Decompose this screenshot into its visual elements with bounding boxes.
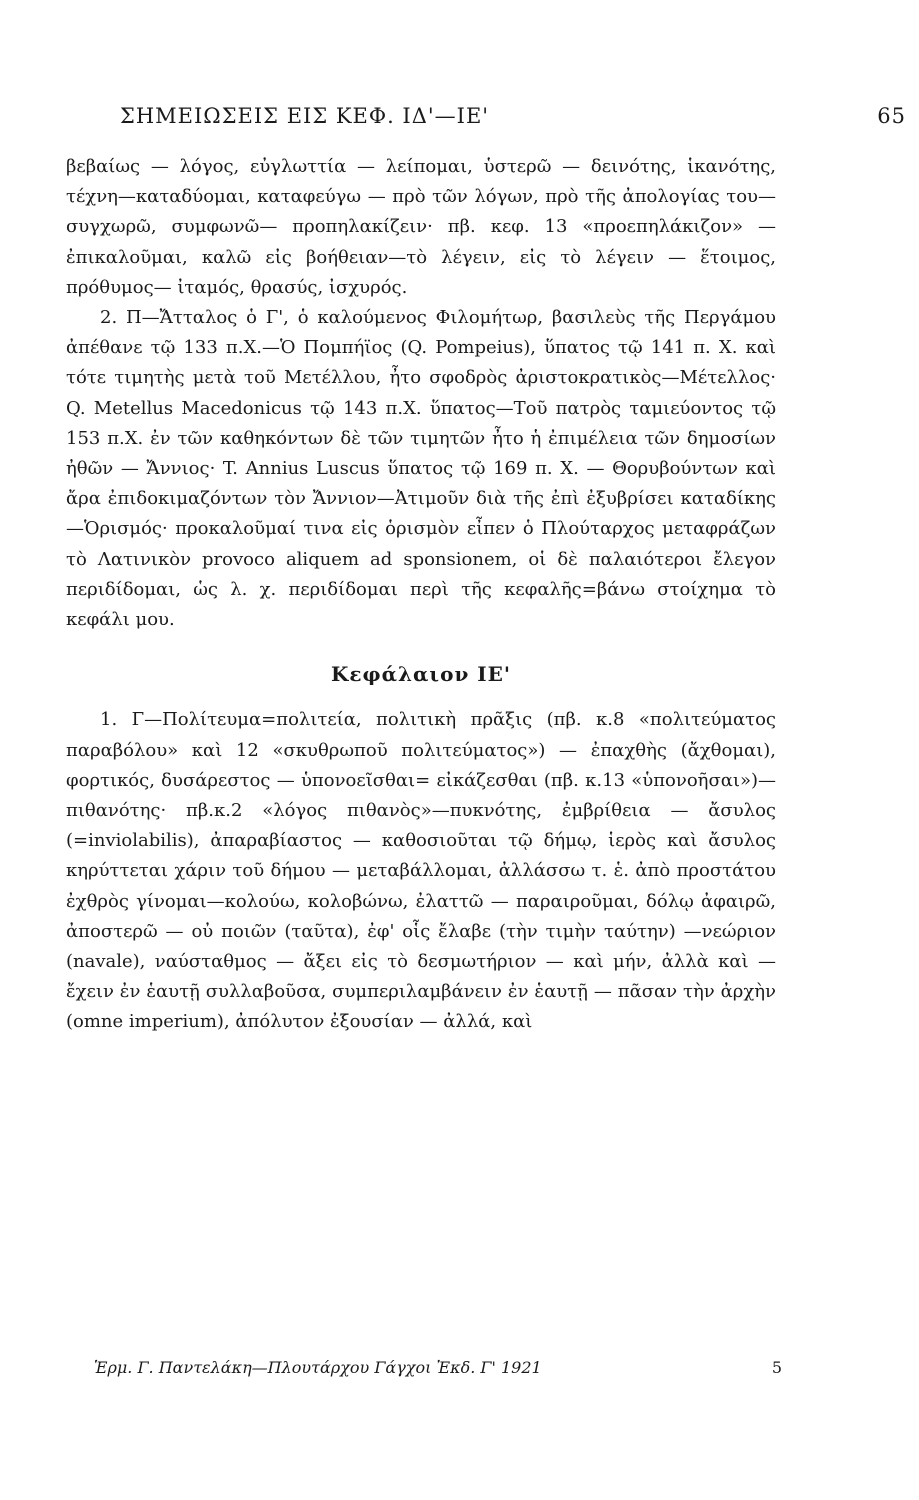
page-body: [66, 152, 776, 1038]
paragraph-note-1: 1. Γ—Πολίτευμα=πολιτεία, πολιτικὴ πρᾶξις (πβ. κ.8 «πολιτεύματος παραβόλου» καὶ 12 «σκυθρωποῦ πολιτεύματος») — ἐπαχθὴς (ἄχθομαι), φορτικός, δυσάρεστος — ὑπονοεῖσθαι= εἰκάζεσθαι (πβ. κ.13 «ὑπονοῆσαι»)—πιθανότης· πβ.κ.2 «λόγος πιθανὸς»—πυκνότης, ἐμβρίθεια — ἄσυλος (=inviolabilis), ἀπαραβίαστος — καθοσιοῦται τῷ δήμῳ, ἱερὸς καὶ ἄσυλος κηρύττεται χάριν τοῦ δήμου — μεταβάλλομαι, ἀλλάσσω τ. ἑ. ἀπὸ προστάτου ἐχθρὸς γίνομαι—κολούω, κολοβώνω, ἐλαττῶ — παραιροῦμαι, δόλῳ ἀφαιρῶ, ἀποστερῶ — οὐ ποιῶν (ταῦτα), ἐφ' οἷς ἔλαβε (τὴν τιμὴν ταύτην) —νεώριον (navale), ναύσταθμος — ἄξει εἰς τὸ δεσμωτήριον — καὶ μήν, ἀλλὰ καὶ — ἔχειν ἐν ἑαυτῇ συλλαβοῦσα, συμπεριλαμβάνειν ἐν ἑαυτῇ — πᾶσαν τὴν ἀρχὴν (omne imperium), ἀπόλυτον ἐξουσίαν — ἀλλά, καὶ: [66, 709, 776, 1033]
running-head-title: ΣΗΜΕΙΩΣΕΙΣ ΕΙΣ ΚΕΦ. ΙΔ'—ΙΕ': [120, 104, 490, 128]
signature-mark: 5: [771, 1358, 782, 1377]
printer-signature: Ἑρμ. Γ. Παντελάκη—Πλουτάρχου Γάγχοι Ἐκδ. Γ' 1921: [94, 1358, 542, 1377]
chapter-heading: Κεφάλαιον ΙΕ': [330, 662, 512, 687]
paragraph-note-2: 2. Π—Ἄτταλος ὁ Γ', ὁ καλούμενος Φιλομήτωρ, βασιλεὺς τῆς Περγάμου ἀπέθανε τῷ 133 π.Χ.—Ὁ Πομπήϊος (Q. Pompeius), ὕπατος τῷ 141 π. Χ. καὶ τότε τιμητὴς μετὰ τοῦ Μετέλλου, ἦτο σφοδρὸς ἀριστοκρατικὸς—Μέτελλος· Q. Metellus Macedonicus τῷ 143 π.Χ. ὕπατος—Τοῦ πατρὸς ταμιεύοντος τῷ 153 π.Χ. ἐν τῶν καθηκόντων δὲ τῶν τιμητῶν ἦτο ἡ ἐπιμέλεια τῶν δημοσίων ἠθῶν — Ἄννιος· T. Annius Luscus ὕπατος τῷ 169 π. Χ. — Θορυβούντων καὶ ἄρα ἐπιδοκιμαζόντων τὸν Ἄννιον—Ἀτιμοῦν διὰ τῆς ἐπὶ ἐξυβρίσει καταδίκης—Ὁρισμός· προκαλοῦμαί τινα εἰς ὁρισμὸν εἶπεν ὁ Πλούταρχος μεταφράζων τὸ Λατινικὸν provoco aliquem ad sponsionem, οἱ δὲ παλαιότεροι ἔλεγον περιδίδομαι, ὡς λ. χ. περιδίδομαι περὶ τῆς κεφαλῆς=βάνω στοίχημα τὸ κεφάλι μου.: [66, 307, 776, 631]
page-number: 65: [877, 104, 906, 128]
running-head: [66, 104, 906, 134]
paragraph-continuation: βεβαίως — λόγος, εὐγλωττία — λείπομαι, ὑστερῶ — δεινότης, ἱκανότης, τέχνη—καταδύομαι, καταφεύγω — πρὸ τῶν λόγων, πρὸ τῆς ἀπολογίας του—συγχωρῶ, συμφωνῶ— προπηλακίζειν· πβ. κεφ. 13 «προεπηλάκιζον» — ἐπικαλοῦμαι, καλῶ εἰς βοήθειαν—τὸ λέγειν, εἰς τὸ λέγειν — ἕτοιμος, πρόθυμος— ἰταμός, θρασύς, ἰσχυρός.: [66, 156, 776, 298]
signature-line: [66, 1358, 782, 1382]
